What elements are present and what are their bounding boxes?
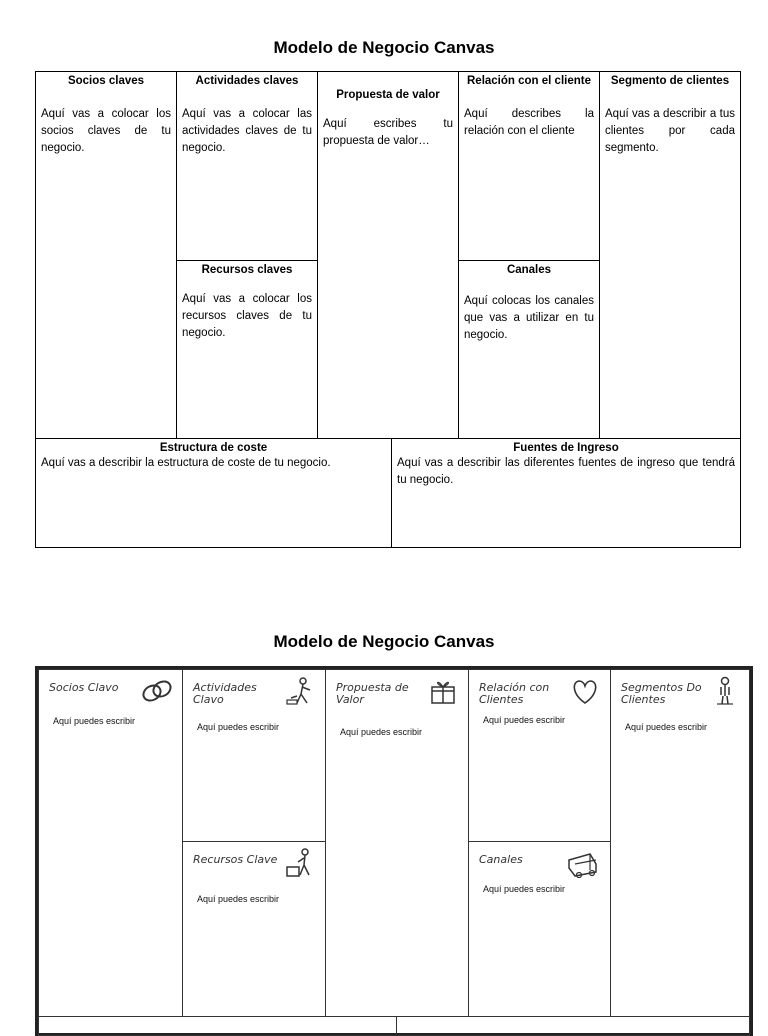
- segmentos2-text: Aquí puedes escribir: [625, 722, 708, 732]
- canvas2-socios-cell: [38, 669, 183, 1017]
- fuentes-text: Aquí vas a describir las diferentes fuentes de ingreso que tendrá tu negocio.: [397, 457, 735, 486]
- socios2-text: Aquí puedes escribir: [53, 716, 136, 726]
- canvas1-propuesta-cell: [317, 71, 459, 439]
- canvas1-canales-cell: [458, 260, 600, 439]
- propuesta-text: Aquí escribes tu propuesta de valor…: [323, 118, 453, 147]
- canvas2-relacion-cell: [468, 669, 611, 842]
- canvas2-title: Modelo de Negocio Canvas: [273, 632, 495, 651]
- fuentes-heading: Fuentes de Ingreso: [513, 442, 619, 454]
- canvas2-segmentos-cell: [610, 669, 750, 1017]
- canvas1-relacion-cell: [458, 71, 600, 261]
- recursos2-heading: Recursos Clave: [193, 853, 278, 866]
- canvas1-title: Modelo de Negocio Canvas: [273, 38, 495, 57]
- canvas1-estructura-cell: [35, 438, 392, 548]
- segmentos2-heading: Segmentos Do Clientes: [621, 681, 702, 706]
- propuesta2-text: Aquí puedes escribir: [340, 727, 423, 737]
- person-with-box-icon: [283, 848, 317, 878]
- socios-text: Aquí vas a colocar los socios claves de tu negocio.: [41, 108, 171, 154]
- canvas2-propuesta-cell: [325, 669, 469, 1017]
- propuesta2-heading: Propuesta de Valor: [336, 681, 409, 706]
- relacion-heading: Relación con el cliente: [467, 75, 591, 87]
- gift-icon: [426, 676, 460, 706]
- canales-text: Aquí colocas los canales que vas a utilizar en tu negocio.: [464, 295, 594, 341]
- canvas2-bottom-right-cell: [396, 1016, 750, 1036]
- propuesta-heading: Propuesta de valor: [336, 89, 440, 101]
- canales2-text: Aquí puedes escribir: [483, 884, 566, 894]
- socios2-heading: Socios Clavo: [49, 681, 119, 694]
- canvas2-canales-cell: [468, 841, 611, 1017]
- canvas1-socios-cell: [35, 71, 177, 439]
- chain-links-icon: [140, 676, 174, 706]
- actividades2-heading: Actividades Clavo: [193, 681, 257, 706]
- relacion2-heading: Relación con Clientes: [479, 681, 550, 706]
- estructura-heading: Estructura de coste: [159, 442, 268, 454]
- truck-icon: [564, 848, 602, 878]
- relacion2-text: Aquí puedes escribir: [483, 715, 566, 725]
- actividades-text: Aquí vas a colocar las actividades claves de tu negocio.: [182, 108, 312, 154]
- actividades-heading: Actividades claves: [195, 75, 299, 87]
- canvas2-bottom-left-cell: [38, 1016, 397, 1036]
- recursos2-text: Aquí puedes escribir: [197, 894, 280, 904]
- canvas2-recursos-cell: [182, 841, 326, 1017]
- canvas2-actividades-cell: [182, 669, 326, 842]
- canvas1-fuentes-cell: [391, 438, 741, 548]
- actividades2-text: Aquí puedes escribir: [197, 722, 280, 732]
- estructura-text: Aquí vas a describir la estructura de coste de tu negocio.: [41, 457, 331, 469]
- heart-icon: [568, 676, 602, 706]
- relacion-text: Aquí describes la relación con el cliente: [464, 108, 594, 137]
- segmento-heading: Segmento de clientes: [610, 75, 730, 87]
- canvas1-actividades-cell: [176, 71, 318, 261]
- socios-heading: Socios claves: [67, 75, 145, 87]
- canvas1-segmento-cell: [599, 71, 741, 439]
- recursos-heading: Recursos claves: [201, 264, 293, 276]
- canales-heading: Canales: [506, 264, 552, 276]
- recursos-text: Aquí vas a colocar los recursos claves de tu negocio.: [182, 293, 312, 339]
- worker-icon: [283, 676, 317, 706]
- segmento-text: Aquí vas a describir a tus clientes por cada segmento.: [605, 108, 735, 154]
- standing-person-icon: [707, 676, 741, 706]
- canvas1-recursos-cell: [176, 260, 318, 439]
- canales2-heading: Canales: [479, 853, 523, 866]
